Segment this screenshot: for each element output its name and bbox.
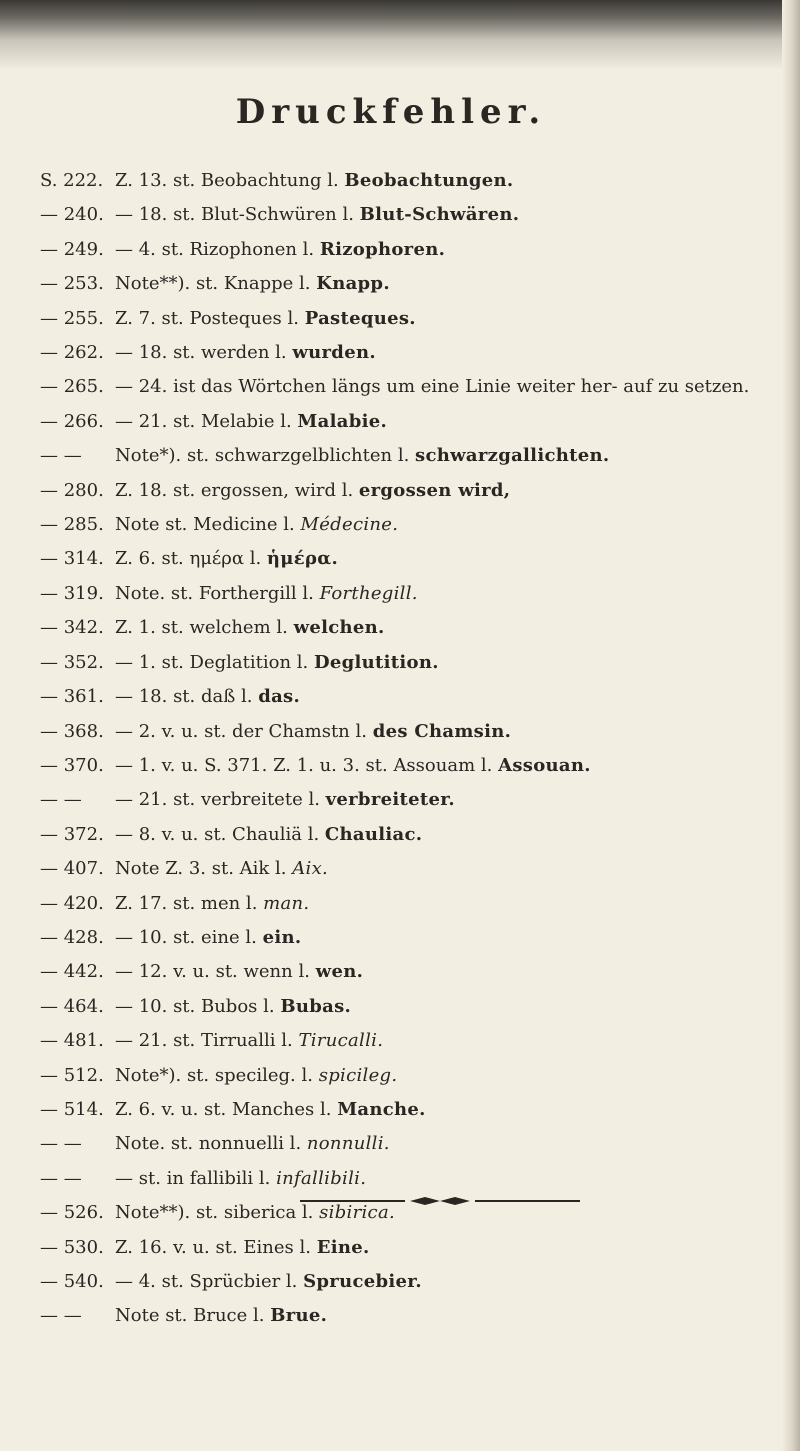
entry-text: [115, 1231, 770, 1265]
errata-entry: [40, 1162, 770, 1196]
entry-error: — 2. v. u. st. der Chamstn l.: [115, 720, 373, 742]
entry-text: [115, 646, 770, 680]
entry-correction: Rizophoren.: [319, 238, 446, 260]
entry-page-ref: — 280.: [40, 479, 104, 501]
entry-page-ref: — 352.: [40, 651, 104, 673]
entry-correction: man.: [263, 892, 310, 914]
errata-entry: [40, 1231, 770, 1265]
errata-entry: [40, 370, 770, 404]
errata-entry: [40, 164, 770, 198]
entry-correction: Médecine.: [300, 514, 399, 536]
entry-error: Z. 16. v. u. st. Eines l.: [115, 1236, 317, 1258]
entry-correction: ein.: [262, 926, 302, 948]
errata-entry: [40, 302, 770, 336]
entry-correction: ergossen wird,: [358, 479, 511, 501]
entry-page-ref: — 530.: [40, 1236, 104, 1258]
entry-text: [115, 990, 770, 1024]
errata-entry: [40, 474, 770, 508]
entry-page-ref: — 253.: [40, 273, 104, 295]
entry-page-ref: — 372.: [40, 823, 104, 845]
entry-error: Note**). st. Knappe l.: [115, 273, 317, 295]
entry-page-ref: — 342.: [40, 617, 104, 639]
entry-page-ref: — 319.: [40, 582, 104, 604]
scan-right-edge: [782, 0, 800, 1451]
errata-entry: [40, 887, 770, 921]
entry-error: — 8. v. u. st. Chauliä l.: [115, 823, 325, 845]
entry-text: [115, 1024, 770, 1058]
entry-page-ref: — 514.: [40, 1098, 104, 1120]
entry-correction: Deglutition.: [313, 651, 439, 673]
entry-page-ref: — 407.: [40, 858, 104, 880]
errata-entry: [40, 715, 770, 749]
errata-entry: [40, 749, 770, 783]
entry-page-ref: S. 222.: [40, 170, 104, 191]
entry-text: [115, 1265, 770, 1299]
entry-error: Z. 17. st. men l.: [115, 892, 264, 914]
errata-entry: [40, 611, 770, 645]
entry-text: [115, 1093, 770, 1127]
entry-correction: das.: [258, 686, 301, 708]
entry-text: [115, 1059, 770, 1093]
entry-correction: nonnulli.: [306, 1133, 390, 1155]
entry-error: — 18. st. Blut-Schwüren l.: [115, 204, 360, 226]
errata-entry: [40, 336, 770, 370]
entry-correction: verbreiteter.: [325, 789, 455, 811]
entry-page-ref: — 420.: [40, 892, 104, 914]
entry-error: Z. 18. st. ergossen, wird l.: [115, 479, 359, 501]
errata-entry: [40, 646, 770, 680]
errata-entry: [40, 783, 770, 817]
entry-page-ref: — —: [40, 1167, 82, 1189]
entry-text: [115, 164, 770, 198]
entry-text: [115, 508, 770, 542]
entry-correction: des Chamsin.: [372, 720, 512, 742]
entry-text: [115, 921, 770, 955]
entry-correction: Blut-Schwären.: [359, 204, 520, 226]
entry-text: [115, 680, 770, 714]
entry-page-ref: — 262.: [40, 342, 104, 364]
errata-entry: [40, 955, 770, 989]
entry-error: — 24. ist das Wörtchen längs um eine Linie weiter her- auf zu setzen.: [115, 376, 750, 398]
entry-error: Note st. Medicine l.: [115, 514, 301, 536]
entry-page-ref: — 285.: [40, 514, 104, 536]
entry-text: [115, 818, 770, 852]
entry-error: Z. 13. st. Beobachtung l.: [115, 170, 345, 191]
entry-text: [115, 1299, 770, 1333]
entry-correction: Assouan.: [498, 754, 591, 776]
entry-text: [115, 1162, 770, 1196]
entry-error: — 10. st. Bubos l.: [115, 995, 281, 1017]
entry-error: Z. 1. st. welchem l.: [115, 617, 294, 639]
entry-correction: Pasteques.: [304, 307, 416, 329]
entry-correction: Aix.: [292, 858, 329, 880]
entry-page-ref: — 255.: [40, 307, 104, 329]
entry-correction: wen.: [315, 961, 364, 983]
entry-error: Z. 6. v. u. st. Manches l.: [115, 1098, 338, 1120]
entry-text: [115, 955, 770, 989]
entry-error: — 21. st. Tirrualli l.: [115, 1030, 299, 1052]
errata-entry: [40, 577, 770, 611]
errata-entry: [40, 1059, 770, 1093]
entry-page-ref: — 526.: [40, 1202, 104, 1224]
page-title: Druckfehler.: [235, 92, 547, 132]
entry-correction: Chauliac.: [324, 823, 423, 845]
entry-error: Note*). st. specileg. l.: [115, 1064, 319, 1086]
entry-correction: sibirica.: [319, 1202, 395, 1224]
entry-correction: Brue.: [270, 1305, 328, 1327]
entry-correction: wurden.: [292, 342, 376, 364]
entry-page-ref: — 266.: [40, 410, 104, 432]
entry-error: — st. in fallibili l.: [115, 1167, 277, 1189]
entry-page-ref: — 265.: [40, 376, 104, 398]
entry-text: [115, 1127, 770, 1161]
entry-error: — 18. st. daß l.: [115, 686, 259, 708]
errata-entry: [40, 818, 770, 852]
entry-text: [115, 267, 770, 301]
entry-error: — 10. st. eine l.: [115, 926, 263, 948]
entry-correction: Bubas.: [280, 995, 352, 1017]
errata-entry: [40, 1093, 770, 1127]
entry-page-ref: — 428.: [40, 926, 104, 948]
errata-entry: [40, 1127, 770, 1161]
entry-text: [115, 715, 770, 749]
entry-page-ref: — 368.: [40, 720, 104, 742]
entry-error: — 18. st. werden l.: [115, 342, 293, 364]
entry-error: — 1. v. u. S. 371. Z. 1. u. 3. st. Assouam l.: [115, 754, 499, 776]
entry-correction: Manche.: [337, 1098, 426, 1120]
errata-entry: [40, 198, 770, 232]
entry-text: [115, 749, 770, 783]
entry-correction: Eine.: [316, 1236, 370, 1258]
entry-page-ref: — —: [40, 789, 82, 811]
closing-ornament: [300, 1196, 580, 1206]
entry-text: [115, 474, 770, 508]
entry-page-ref: — 314.: [40, 548, 104, 570]
entry-error: — 12. v. u. st. wenn l.: [115, 961, 316, 983]
entry-correction: spicileg.: [318, 1064, 398, 1086]
entry-error: Note*). st. schwarzgelblichten l.: [115, 445, 416, 467]
entry-correction: Beobachtungen.: [344, 170, 514, 191]
entry-error: Z. 6. st. ημέρα l.: [115, 548, 267, 570]
errata-entry: [40, 542, 770, 576]
entry-text: [115, 542, 770, 576]
errata-list: [40, 164, 770, 1334]
entry-error: Note Z. 3. st. Aik l.: [115, 858, 293, 880]
entry-text: [115, 887, 770, 921]
errata-entry: [40, 990, 770, 1024]
errata-entry: [40, 439, 770, 473]
entry-error: Note**). st. siberica l.: [115, 1202, 320, 1224]
entry-text: [115, 577, 770, 611]
entry-error: Note. st. Forthergill l.: [115, 582, 320, 604]
errata-entry: [40, 921, 770, 955]
entry-text: [115, 198, 770, 232]
entry-correction: infallibili.: [276, 1167, 367, 1189]
entry-error: — 4. st. Sprücbier l.: [115, 1271, 304, 1292]
errata-entry: [40, 1024, 770, 1058]
entry-page-ref: — 512.: [40, 1064, 104, 1086]
entry-page-ref: — —: [40, 1133, 82, 1155]
entry-text: [115, 336, 770, 370]
entry-error: Note st. Bruce l.: [115, 1305, 271, 1327]
entry-text: [115, 302, 770, 336]
entry-correction: Sprucebier.: [303, 1271, 422, 1292]
entry-correction: ἡμέρα.: [266, 548, 339, 570]
entry-text: [115, 852, 770, 886]
entry-error: — 21. st. verbreitete l.: [115, 789, 326, 811]
entry-page-ref: — 370.: [40, 754, 104, 776]
entry-text: [115, 439, 770, 473]
errata-entry: [40, 405, 770, 439]
errata-entry: [40, 508, 770, 542]
errata-entry: [40, 1299, 770, 1333]
errata-entry: [40, 233, 770, 267]
errata-entry: [40, 680, 770, 714]
entry-text: [115, 611, 770, 645]
entry-correction: welchen.: [293, 617, 385, 639]
entry-error: — 4. st. Rizophonen l.: [115, 238, 320, 260]
entry-text: [115, 373, 770, 401]
entry-page-ref: — 481.: [40, 1030, 104, 1052]
entry-page-ref: — —: [40, 445, 82, 467]
entry-error: Note. st. nonnuelli l.: [115, 1133, 307, 1155]
entry-correction: schwarzgallichten.: [415, 445, 610, 467]
entry-correction: Forthegill.: [319, 582, 418, 604]
entry-page-ref: — —: [40, 1305, 82, 1327]
entry-correction: Malabie.: [297, 410, 388, 432]
entry-error: — 21. st. Melabie l.: [115, 410, 298, 432]
entry-text: [115, 233, 770, 267]
entry-page-ref: — 361.: [40, 686, 104, 708]
entry-correction: Tirucalli.: [298, 1030, 384, 1052]
entry-text: [115, 405, 770, 439]
entry-page-ref: — 249.: [40, 238, 104, 260]
entry-page-ref: — 540.: [40, 1271, 104, 1292]
entry-error: Z. 7. st. Posteques l.: [115, 307, 305, 329]
entry-error: — 1. st. Deglatition l.: [115, 651, 314, 673]
errata-entry: [40, 267, 770, 301]
entry-correction: Knapp.: [316, 273, 390, 295]
errata-entry: [40, 1265, 770, 1299]
entry-text: [115, 783, 770, 817]
entry-page-ref: — 240.: [40, 204, 104, 226]
entry-page-ref: — 442.: [40, 961, 104, 983]
entry-page-ref: — 464.: [40, 995, 104, 1017]
errata-entry: [40, 852, 770, 886]
